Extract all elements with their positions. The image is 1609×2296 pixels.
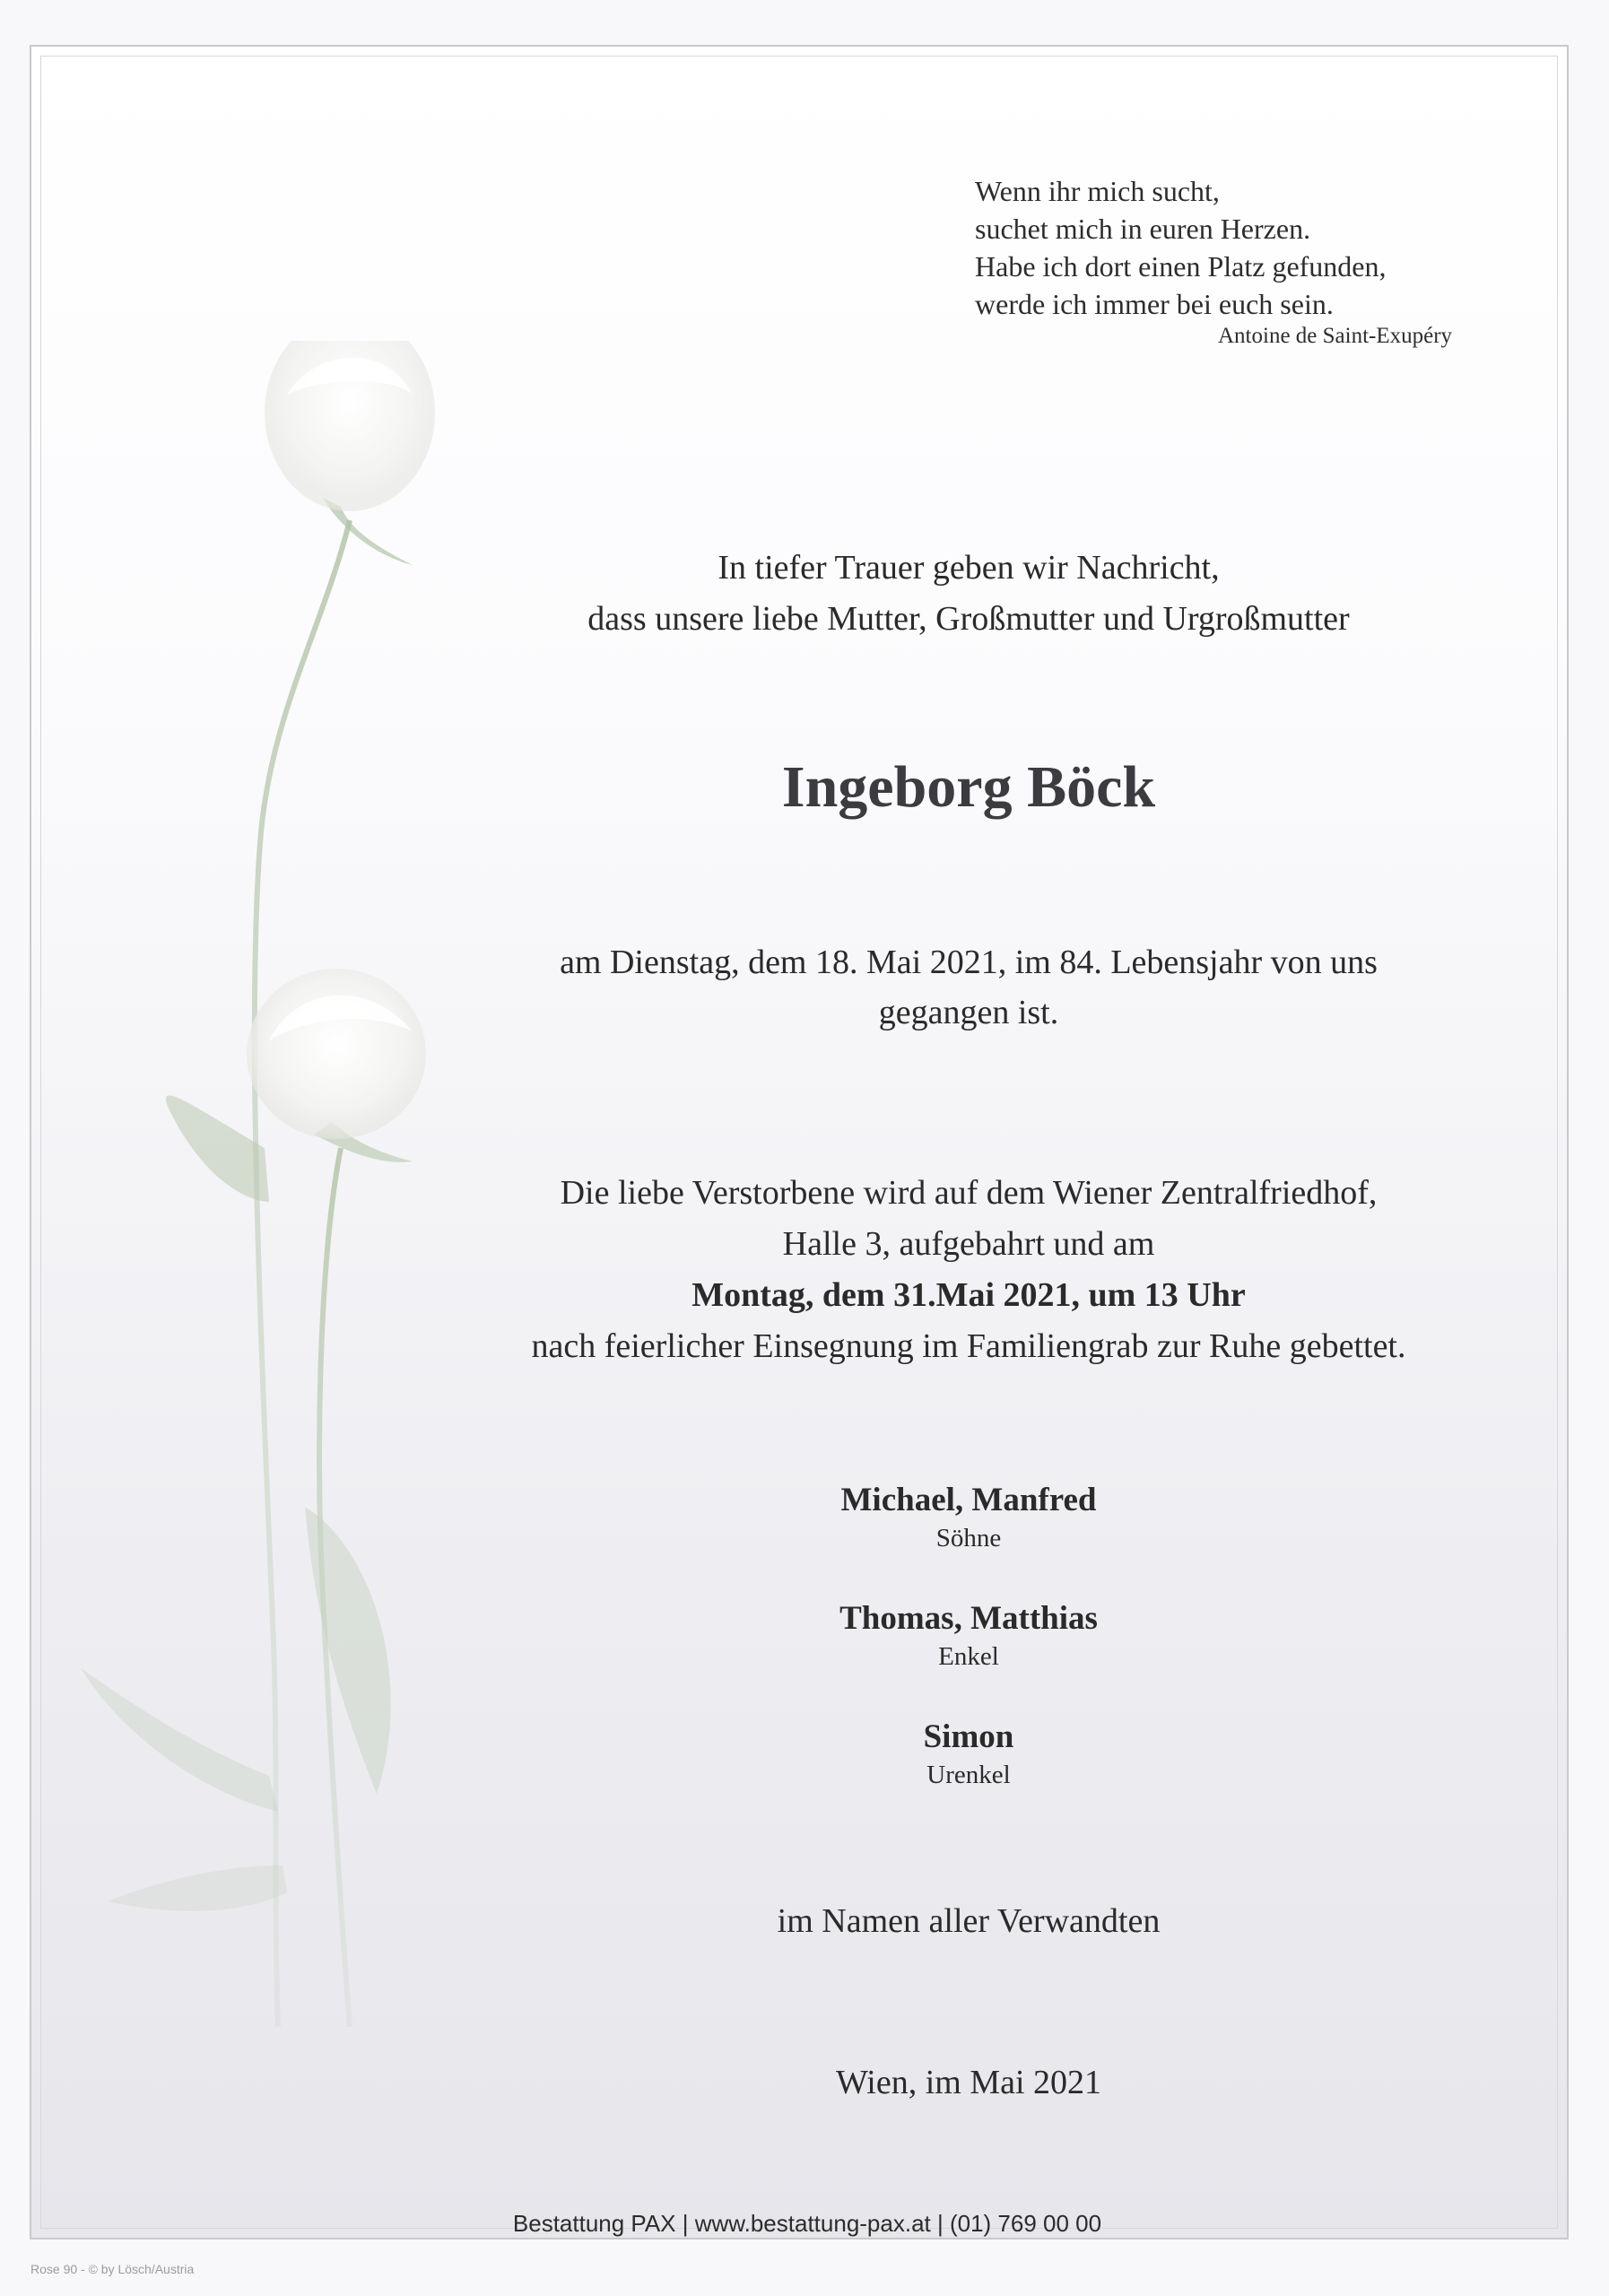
death-line: am Dienstag, dem 18. Mai 2021, im 84. Lebensjahr von uns [560, 944, 1378, 981]
quote-line: Habe ich dort einen Platz gefunden, [975, 250, 1387, 283]
family-role: Enkel [938, 1642, 999, 1671]
intro-line: In tiefer Trauer geben wir Nachricht, [718, 549, 1220, 587]
family-group [413, 1598, 1525, 1674]
family-names: Simon [923, 1718, 1014, 1755]
family-role: Urenkel [926, 1761, 1011, 1789]
family-group [413, 1717, 1525, 1792]
ceremony-date: Montag, dem 31.Mai 2021, um 13 Uhr [691, 1276, 1246, 1314]
intro-line: dass unsere liebe Mutter, Großmutter und Urgroßmutter [587, 600, 1350, 638]
funeral-details [413, 1168, 1525, 1372]
image-credit: Rose 90 - © by Lösch/Austria [30, 2262, 195, 2276]
family-names: Thomas, Matthias [839, 1600, 1098, 1637]
memorial-quote [975, 172, 1387, 323]
family-names: Michael, Manfred [840, 1482, 1097, 1518]
family-role: Söhne [935, 1524, 1002, 1552]
quote-line: Wenn ihr mich sucht, [975, 175, 1220, 207]
place-date: Wien, im Mai 2021 [835, 2064, 1102, 2101]
quote-line: suchet mich in euren Herzen. [975, 213, 1311, 245]
quote-line: werde ich immer bei euch sein. [975, 288, 1334, 320]
death-line: gegangen ist. [878, 994, 1059, 1031]
ceremony-line: nach feierlicher Einsegnung im Familiengrab zur Ruhe gebettet. [531, 1327, 1406, 1365]
funeral-home-footer: Bestattung PAX | www.bestattung-pax.at | (01) 769 00 00 [512, 2210, 1102, 2237]
relatives-note: im Namen aller Verwandten [777, 1902, 1161, 1940]
announcement-intro [413, 543, 1525, 645]
family-group [413, 1480, 1525, 1555]
ceremony-line: Halle 3, aufgebahrt und am [782, 1225, 1155, 1263]
ceremony-line: Die liebe Verstorbene wird auf dem Wiener Zentralfriedhof, [560, 1174, 1378, 1212]
death-notice [413, 937, 1525, 1038]
quote-author: Antoine de Saint-Exupéry [1218, 324, 1453, 348]
family-list [413, 1480, 1525, 1835]
deceased-name: Ingeborg Böck [781, 754, 1156, 820]
